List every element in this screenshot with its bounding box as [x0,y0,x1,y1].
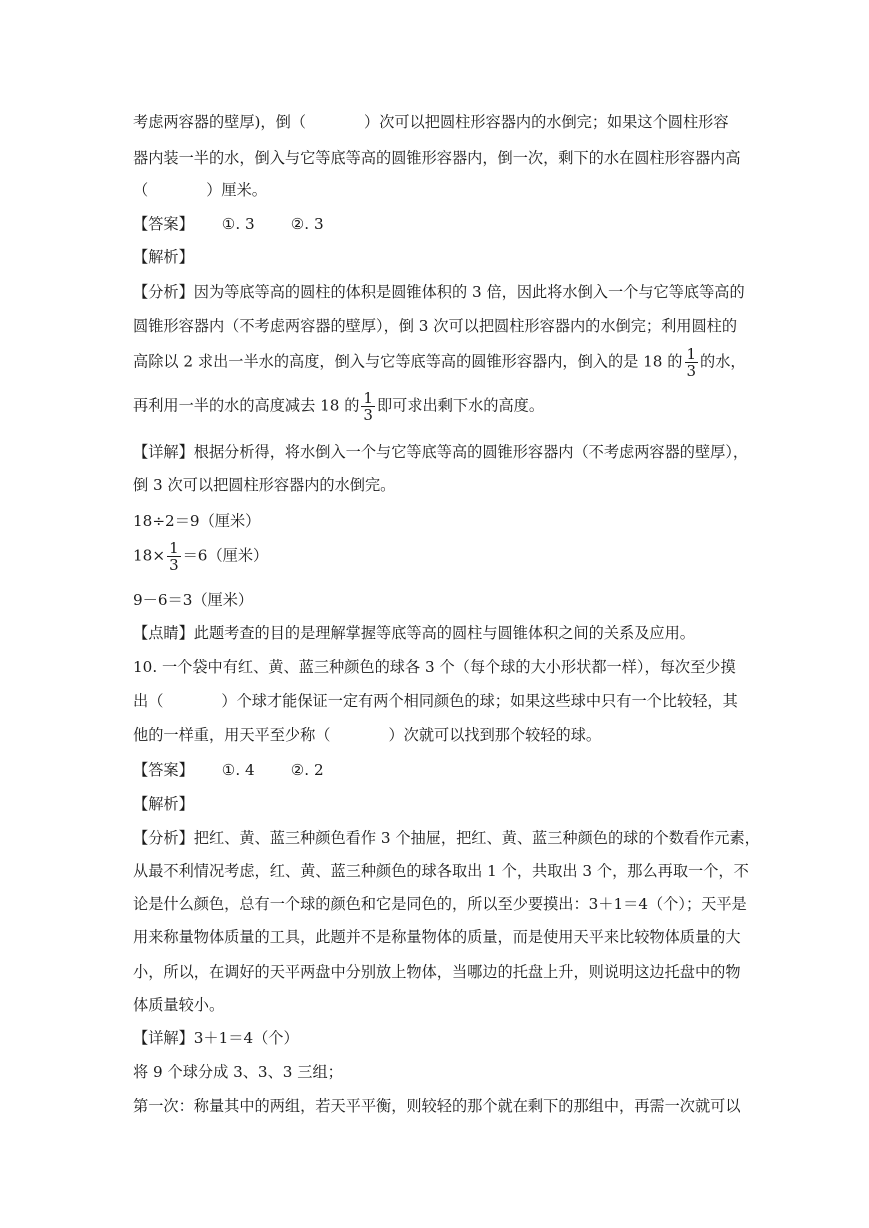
q9-calc-line-2 [133,540,268,573]
q9-detail-line-2: 倒 3 次可以把圆柱形容器内的水倒完。 [133,476,396,494]
q9-jiexi-heading: 【解析】 [133,248,194,266]
text-span: 考虑两容器的壁厚)，倒（ [133,113,306,131]
q10-analysis-line-3: 论是什么颜色，总有一个球的颜色和它是同色的，所以至少要摸出：3＋1＝4（个）；天平是 [133,895,747,913]
q9-analysis-line-3 [133,346,746,379]
fraction: $\frac{1}{3}$ [169,539,179,574]
text-span: （ [133,181,149,199]
q10-detail-line-1: 【详解】3＋1＝4（个） [133,1029,299,1047]
q10-question-line-1: 10. 一个袋中有红、黄、蓝三种颜色的球各 3 个（每个球的大小形状都一样），每次至少摸 [133,658,736,676]
q10-analysis-line-1: 【分析】把红、黄、蓝三种颜色看作 3 个抽屉，把红、黄、蓝三种颜色的球的个数看作元素， [133,829,760,847]
q10-analysis-line-4: 用来称量物体质量的工具，此题并不是称量物体的质量，而是使用天平来比较物体质量的大 [133,928,741,946]
q10-analysis-line-2: 从最不利情况考虑，红、黄、蓝三种颜色的球各取出 1 个，共取出 3 个，那么再取一个，不 [133,862,749,880]
fraction: $\frac{1}{3}$ [363,389,373,424]
q9-analysis-line-4 [133,390,544,423]
text-span: 再利用一半的水的高度减去 18 的 [133,396,360,415]
q10-detail-line-2: 将 9 个球分成 3、3、3 三组； [133,1063,343,1081]
q9-text-line-2: 器内装一半的水，倒入与它等底等高的圆锥形容器内，倒一次，剩下的水在圆柱形容器内高 [133,149,741,167]
text-span: 出（ [133,692,164,710]
answer-value: ②. 2 [290,761,324,779]
text-span: ）次可以把圆柱形容器内的水倒完；如果这个圆柱形容 [364,113,729,131]
q10-detail-line-3: 第一次：称量其中的两组，若天平平衡，则较轻的那个就在剩下的那组中，再需一次就可以 [133,1097,741,1115]
q10-answer [133,760,324,780]
text-span: 他的一样重，用天平至少称（ [133,726,331,744]
text-span: ）次就可以找到那个较轻的球。 [388,726,602,744]
q9-analysis-line-2: 圆锥形容器内（不考虑两容器的壁厚），倒 3 次可以把圆柱形容器内的水倒完；利用圆柱的 [133,317,738,335]
answer-label: 【答案】 [133,761,194,779]
q10-question-line-2 [133,691,738,711]
answer-label: 【答案】 [133,215,194,233]
text-span: ）厘米。 [206,181,267,199]
text-span: 的水， [700,352,746,371]
q9-analysis-line-1: 【分析】因为等底等高的圆柱的体积是圆锥体积的 3 倍，因此将水倒入一个与它等底等高的 [133,283,745,301]
q9-calc-line-1: 18÷2＝9（厘米） [133,512,261,530]
text-span: 即可求出剩下水的高度。 [376,396,545,415]
text-span: 18× [133,546,166,565]
fraction: $\frac{1}{3}$ [686,345,697,380]
q10-analysis-line-5: 小，所以，在调好的天平两盘中分别放上物体，当哪边的托盘上升，则说明这边托盘中的物 [133,963,741,981]
answer-value: ②. 3 [290,215,324,233]
q9-text-line-3 [133,180,267,200]
q9-calc-line-3: 9－6＝3（厘米） [133,591,254,609]
answer-value: ①. 3 [221,215,255,233]
answer-value: ①. 4 [221,761,255,779]
text-span: ＝6（厘米） [182,546,269,565]
q9-detail-line-1: 【详解】根据分析得，将水倒入一个与它等底等高的圆锥形容器内（不考虑两容器的壁厚）， [133,443,749,461]
text-span: ）个球才能保证一定有两个相同颜色的球；如果这些球中只有一个比较轻，其 [221,692,738,710]
q9-comment: 【点睛】此题考查的目的是理解掌握等底等高的圆柱与圆锥体积之间的关系及应用。 [133,624,695,642]
q10-analysis-line-6: 体质量较小。 [133,996,225,1014]
text-span: 高除以 2 求出一半水的高度，倒入与它等底等高的圆锥形容器内，倒入的是 18 的 [133,352,683,371]
q10-jiexi-heading: 【解析】 [133,795,194,813]
q9-answer [133,214,324,234]
q9-text-line-1 [133,112,729,132]
q10-question-line-3 [133,725,601,745]
